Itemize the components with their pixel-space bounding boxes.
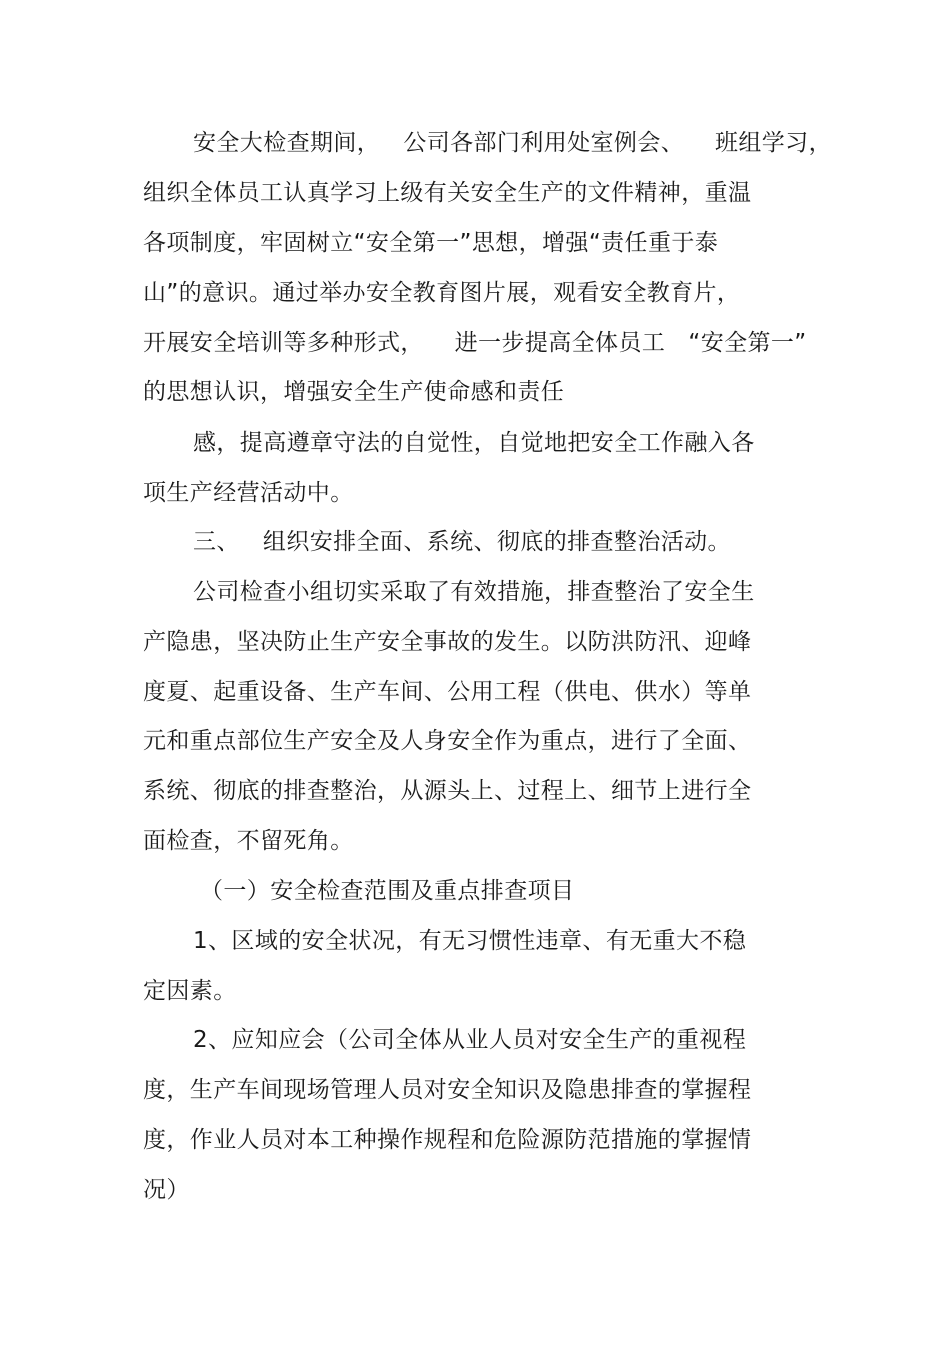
- paragraph-line: 安全大检查期间， 公司各部门利用处室例会、 班组学习，: [193, 130, 832, 156]
- paragraph-line: 项生产经营活动中。: [143, 480, 354, 506]
- list-item-line: 定因素。: [143, 978, 237, 1004]
- paragraph-line: 元和重点部位生产安全及人身安全作为重点，进行了全面、: [143, 728, 752, 754]
- list-item-line: 2、应知应会（公司全体从业人员对安全生产的重视程: [193, 1027, 747, 1053]
- paragraph-line: 面检查，不留死角。: [143, 828, 354, 854]
- section-heading: 三、 组织安排全面、系统、彻底的排查整治活动。: [193, 529, 731, 555]
- paragraph-line: 各项制度，牢固树立“安全第一”思想，增强“责任重于泰: [143, 230, 719, 256]
- list-item-line: 1、区域的安全状况，有无习惯性违章、有无重大不稳: [193, 928, 747, 954]
- list-item-line: 度，生产车间现场管理人员对安全知识及隐患排查的掌握程: [143, 1077, 752, 1103]
- paragraph-line: 系统、彻底的排查整治，从源头上、过程上、细节上进行全: [143, 778, 752, 804]
- paragraph-line: 开展安全培训等多种形式， 进一步提高全体员工 “安全第一”: [143, 330, 807, 356]
- paragraph-line: 度夏、起重设备、生产车间、公用工程（供电、供水）等单: [143, 679, 752, 705]
- paragraph-line: 的思想认识，增强安全生产使命感和责任: [143, 379, 565, 405]
- paragraph-line: 山”的意识。通过举办安全教育图片展，观看安全教育片，: [143, 280, 741, 306]
- paragraph-line: 公司检查小组切实采取了有效措施，排查整治了安全生: [193, 579, 755, 605]
- list-item-line: 度，作业人员对本工种操作规程和危险源防范措施的掌握情: [143, 1127, 752, 1153]
- list-item-line: 况）: [143, 1177, 190, 1203]
- subsection-heading: （一）安全检查范围及重点排查项目: [200, 878, 575, 904]
- paragraph-line: 组织全体员工认真学习上级有关安全生产的文件精神，重温: [143, 180, 752, 206]
- paragraph-line: 感，提高遵章守法的自觉性，自觉地把安全工作融入各: [193, 430, 755, 456]
- paragraph-line: 产隐患，坚决防止生产安全事故的发生。以防洪防汛、迎峰: [143, 629, 752, 655]
